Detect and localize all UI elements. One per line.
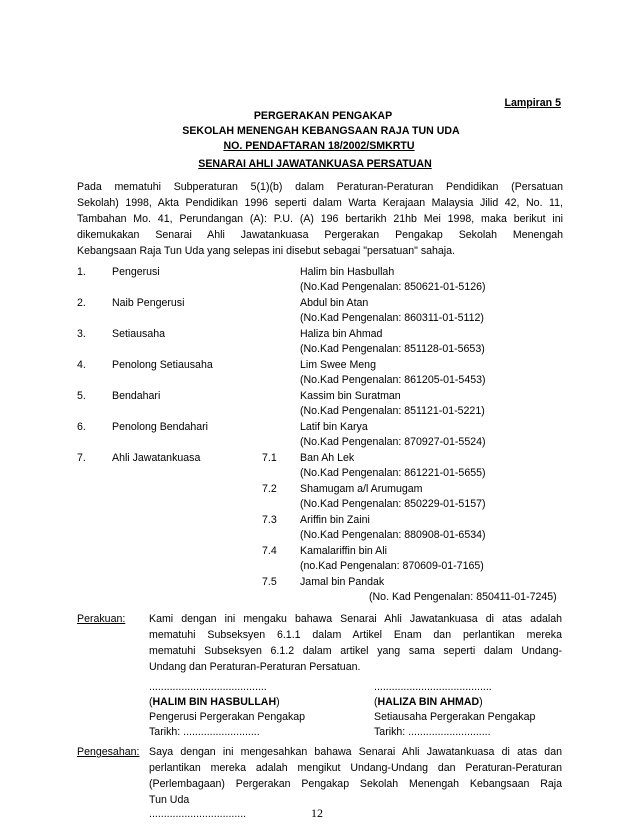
item-post: Penolong Bendahari	[112, 421, 209, 433]
item-ic: (No.Kad Pengenalan: 860311-01-5112)	[300, 312, 484, 324]
sub-number: 7.5	[262, 576, 277, 588]
signature-line: .................................	[149, 808, 247, 820]
member-ic: (No.Kad Pengenalan: 850229-01-5157)	[300, 498, 486, 510]
item-ic: (No.Kad Pengenalan: 870927-01-5524)	[300, 436, 486, 448]
signature-line: ........................................	[149, 681, 267, 693]
signatory-role: Pengerusi Pergerakan Pengakap	[149, 711, 306, 723]
item-post: Setiausaha	[112, 328, 166, 340]
member-name: Kamalariffin bin Ali	[300, 545, 387, 557]
pengesahan-line: (Perlembagaan) Pergerakan Pengakap Sekolah Menengah Kebangsaan Raja	[149, 778, 562, 790]
signatory-name: (HALIM BIN HASBULLAH)	[149, 696, 280, 708]
item-post: Ahli Jawatankuasa	[112, 452, 201, 464]
item-number: 2.	[77, 297, 86, 309]
item-name: Kassim bin Suratman	[300, 390, 401, 402]
sub-number: 7.3	[262, 514, 277, 526]
perakuan-line: mematuhi Subseksyen 6.1.1 dalam Artikel Enam dan perlantikan mereka	[149, 629, 562, 641]
signatory-role: Setiausaha Pergerakan Pengakap	[374, 711, 536, 723]
item-number: 5.	[77, 390, 86, 402]
item-number: 6.	[77, 421, 86, 433]
sub-number: 7.2	[262, 483, 277, 495]
item-name: Latif bin Karya	[300, 421, 368, 433]
member-ic: (No.Kad Pengenalan: 880908-01-6534)	[300, 529, 486, 541]
item-name: Halim bin Hasbullah	[300, 266, 395, 278]
header-line-1: PERGERAKAN PENGAKAP	[253, 110, 393, 122]
pengesahan-line: Tun Uda	[149, 794, 190, 806]
item-post: Naib Pengerusi	[112, 297, 185, 309]
intro-line: dikemukakan Senarai Ahli Jawatankuasa Pergerakan Pengakap Sekolah Menengah	[77, 229, 563, 241]
member-name: Jamal bin Pandak	[300, 576, 385, 588]
perakuan-line: mematuhi Subseksyen 6.1.2 dalam artikel yang sama seperti dalam Undang-	[149, 645, 562, 657]
item-number: 4.	[77, 359, 86, 371]
item-name: Haliza bin Ahmad	[300, 328, 383, 340]
item-ic: (No.Kad Pengenalan: 851128-01-5653)	[300, 343, 485, 355]
sub-number: 7.1	[262, 452, 277, 464]
item-number: 1.	[77, 266, 86, 278]
item-name: Lim Swee Meng	[300, 359, 376, 371]
item-post: Pengerusi	[112, 266, 160, 278]
sub-number: 7.4	[262, 545, 277, 557]
member-ic: (No. Kad Pengenalan: 850411-01-7245)	[369, 591, 557, 603]
perakuan-label: Perakuan:	[77, 613, 126, 625]
signature-line: ........................................	[374, 681, 492, 693]
item-post: Bendahari	[112, 390, 161, 402]
header-line-3: NO. PENDAFTARAN 18/2002/SMKRTU	[223, 140, 415, 152]
item-name: Abdul bin Atan	[300, 297, 369, 309]
intro-line: Tambahan Mo. 41, Perundangan (A): P.U. (A) 196 bertarikh 21hb Mei 1998, maka berikut ini	[77, 213, 563, 225]
item-post: Penolong Setiausaha	[112, 359, 213, 371]
intro-line: Pada mematuhi Subperaturan 5(1)(b) dalam Peraturan-Peraturan Pendidikan (Persatuan	[77, 181, 563, 193]
member-name: Shamugam a/l Arumugam	[300, 483, 423, 495]
appendix-label: Lampiran 5	[504, 97, 561, 109]
pengesahan-line: Saya dengan ini mengesahkan bahawa Senarai Ahli Jawatankuasa di atas dan	[149, 746, 562, 758]
item-number: 3.	[77, 328, 86, 340]
signature-date: Tarikh: ............................	[374, 726, 491, 738]
member-name: Ban Ah Lek	[300, 452, 355, 464]
page-number: 12	[311, 806, 323, 820]
item-number: 7.	[77, 452, 86, 464]
member-ic: (no.Kad Pengenalan: 870609-01-7165)	[300, 560, 484, 572]
member-name: Ariffin bin Zaini	[300, 514, 370, 526]
signatory-name-text: HALIZA BIN AHMAD	[377, 696, 480, 708]
perakuan-line: Undang dan Peraturan-Peraturan Persatuan.	[149, 661, 361, 673]
item-ic: (No.Kad Pengenalan: 850621-01-5126)	[300, 281, 486, 293]
item-ic: (No.Kad Pengenalan: 861205-01-5453)	[300, 374, 486, 386]
perakuan-line: Kami dengan ini mengaku bahawa Senarai Ahli Jawatankuasa di atas adalah	[149, 613, 562, 625]
intro-line: Kebangsaan Raja Tun Uda yang selepas ini disebut sebagai "persatuan" sahaja.	[77, 245, 455, 257]
member-ic: (No.Kad Pengenalan: 861221-01-5655)	[300, 467, 486, 479]
pengesahan-label: Pengesahan:	[77, 746, 140, 758]
pengesahan-line: perlantikan mereka adalah mengikut Undang-Undang dan Peraturan-Peraturan	[149, 762, 562, 774]
intro-line: Sekolah) 1998, Akta Pendidikan 1996 seperti dalam Warta Kerajaan Malaysia Jilid 42, No. 11,	[77, 197, 563, 209]
item-ic: (No.Kad Pengenalan: 851121-01-5221)	[300, 405, 485, 417]
signature-date: Tarikh: ..........................	[149, 726, 260, 738]
page-title: SENARAI AHLI JAWATANKUASA PERSATUAN	[198, 158, 432, 170]
signatory-name-text: HALIM BIN HASBULLAH	[152, 696, 277, 708]
signatory-name: (HALIZA BIN AHMAD)	[374, 696, 483, 708]
header-line-2: SEKOLAH MENENGAH KEBANGSAAN RAJA TUN UDA	[182, 125, 460, 137]
